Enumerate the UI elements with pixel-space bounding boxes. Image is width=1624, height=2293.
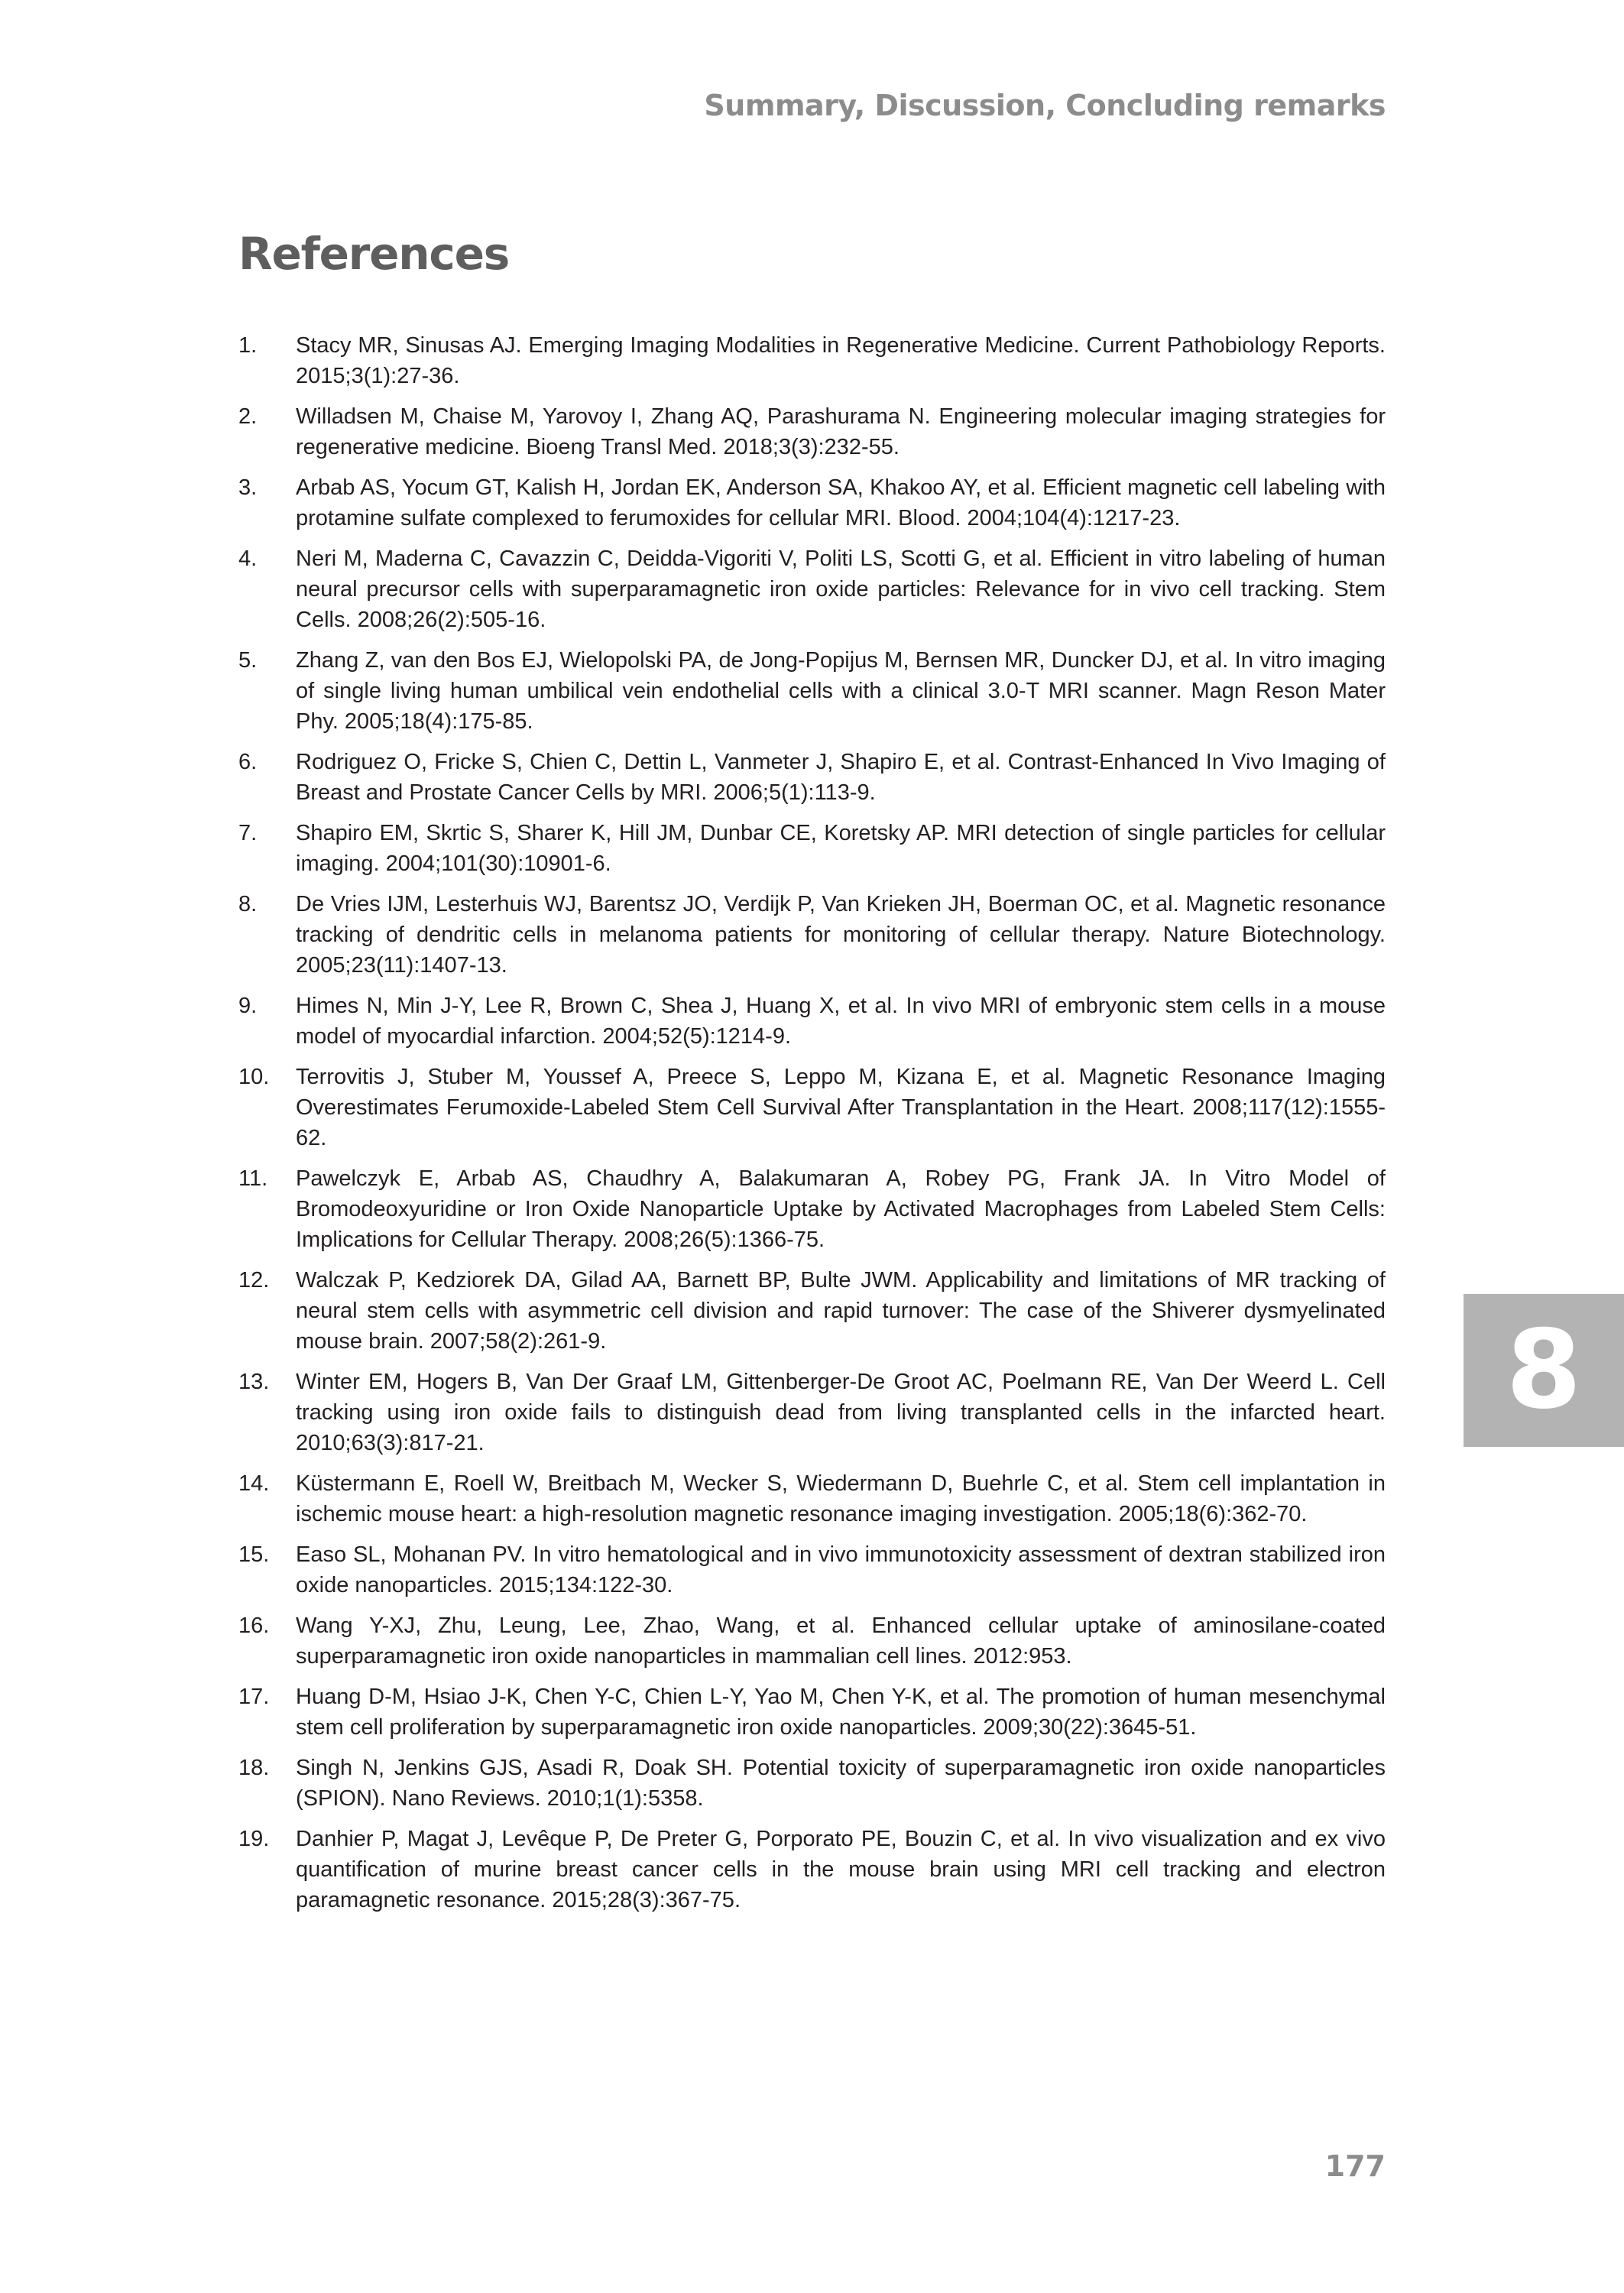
- reference-number: 2.: [238, 404, 258, 429]
- reference-text: Easo SL, Mohanan PV. In vitro hematological and in vivo immunotoxicity assessment of dextran stabilized iron oxide nanoparticles. 2015;134:122-30.: [296, 1542, 1386, 1597]
- reference-text: Shapiro EM, Skrtic S, Sharer K, Hill JM, Dunbar CE, Koretsky AP. MRI detection of single particles for cellular imaging. 2004;101(30):10901-6.: [296, 821, 1386, 876]
- reference-item: [238, 991, 1386, 1052]
- reference-number: 11.: [238, 1166, 268, 1191]
- reference-number: 12.: [238, 1268, 270, 1292]
- page-number: 177: [1324, 2149, 1386, 2183]
- reference-text: Terrovitis J, Stuber M, Youssef A, Preece S, Leppo M, Kizana E, et al. Magnetic Resonance Imaging Overestimates Ferumoxide-Labeled Stem Cell Survival After Transplantation in the Heart. 2008;117(12):1555-62.: [296, 1065, 1386, 1150]
- reference-number: 8.: [238, 892, 258, 916]
- reference-number: 16.: [238, 1614, 270, 1638]
- reference-item: [238, 889, 1386, 981]
- reference-text: Walczak P, Kedziorek DA, Gilad AA, Barnett BP, Bulte JWM. Applicability and limitations of MR tracking of neural stem cells with asymmetric cell division and rapid turnover: The case of the Shiverer dysmyelinated mouse brain. 2007;58(2):261-9.: [296, 1268, 1386, 1354]
- reference-text: Himes N, Min J-Y, Lee R, Brown C, Shea J, Huang X, et al. In vivo MRI of embryonic stem cells in a mouse model of myocardial infarction. 2004;52(5):1214-9.: [296, 994, 1386, 1049]
- reference-item: [238, 1265, 1386, 1357]
- reference-item: [238, 1062, 1386, 1153]
- reference-text: Huang D-M, Hsiao J-K, Chen Y-C, Chien L-Y, Yao M, Chen Y-K, et al. The promotion of human mesenchymal stem cell proliferation by superparamagnetic iron oxide nanoparticles. 2009;30(22):3645-51.: [296, 1685, 1386, 1740]
- reference-number: 15.: [238, 1542, 270, 1567]
- reference-text: Arbab AS, Yocum GT, Kalish H, Jordan EK, Anderson SA, Khakoo AY, et al. Efficient magnetic cell labeling with protamine sulfate complexed to ferumoxides for cellular MRI. Blood. 2004;104(4):1217-23.: [296, 475, 1386, 530]
- reference-number: 13.: [238, 1370, 270, 1394]
- reference-text: Willadsen M, Chaise M, Yarovoy I, Zhang AQ, Parashurama N. Engineering molecular imaging strategies for regenerative medicine. Bioeng Transl Med. 2018;3(3):232-55.: [296, 404, 1386, 459]
- reference-item: [238, 330, 1386, 391]
- reference-item: [238, 1824, 1386, 1915]
- reference-number: 10.: [238, 1065, 270, 1089]
- reference-list: [238, 330, 1386, 1925]
- reference-number: 9.: [238, 994, 258, 1018]
- reference-text: Singh N, Jenkins GJS, Asadi R, Doak SH. Potential toxicity of superparamagnetic iron oxide nanoparticles (SPION). Nano Reviews. 2010;1(1):5358.: [296, 1756, 1386, 1811]
- reference-number: 3.: [238, 475, 258, 500]
- reference-item: [238, 1468, 1386, 1529]
- reference-number: 7.: [238, 821, 258, 845]
- reference-number: 18.: [238, 1756, 270, 1780]
- reference-text: Rodriguez O, Fricke S, Chien C, Dettin L, Vanmeter J, Shapiro E, et al. Contrast-Enhanced In Vivo Imaging of Breast and Prostate Cancer Cells by MRI. 2006;5(1):113-9.: [296, 750, 1386, 805]
- reference-item: [238, 1610, 1386, 1672]
- reference-item: [238, 1367, 1386, 1458]
- running-header: Summary, Discussion, Concluding remarks: [704, 89, 1386, 122]
- reference-number: 4.: [238, 546, 258, 571]
- reference-number: 14.: [238, 1471, 270, 1496]
- reference-number: 1.: [238, 333, 258, 358]
- reference-item: [238, 1163, 1386, 1255]
- reference-item: [238, 747, 1386, 808]
- reference-text: Pawelczyk E, Arbab AS, Chaudhry A, Balakumaran A, Robey PG, Frank JA. In Vitro Model of Bromodeoxyuridine or Iron Oxide Nanoparticle Uptake by Activated Macrophages from Labeled Stem Cells: Implications for Cellular Therapy. 2008;26(5):1366-75.: [296, 1166, 1386, 1252]
- reference-text: Neri M, Maderna C, Cavazzin C, Deidda-Vigoriti V, Politi LS, Scotti G, et al. Efficient in vitro labeling of human neural precursor cells with superparamagnetic iron oxide particles: Relevance for in vivo cell tracking. Stem Cells. 2008;26(2):505-16.: [296, 546, 1386, 632]
- reference-number: 17.: [238, 1685, 270, 1709]
- reference-item: [238, 472, 1386, 534]
- reference-item: [238, 818, 1386, 879]
- reference-number: 19.: [238, 1827, 270, 1851]
- reference-item: [238, 401, 1386, 462]
- chapter-number: 8: [1506, 1307, 1582, 1433]
- reference-text: Danhier P, Magat J, Levêque P, De Preter G, Porporato PE, Bouzin C, et al. In vivo visualization and ex vivo quantification of murine breast cancer cells in the mouse brain using MRI cell tracking and electron paramagnetic resonance. 2015;28(3):367-75.: [296, 1827, 1386, 1912]
- reference-item: [238, 543, 1386, 635]
- reference-item: [238, 1682, 1386, 1743]
- reference-item: [238, 1753, 1386, 1814]
- reference-text: Wang Y-XJ, Zhu, Leung, Lee, Zhao, Wang, et al. Enhanced cellular uptake of aminosilane-coated superparamagnetic iron oxide nanoparticles in mammalian cell lines. 2012:953.: [296, 1614, 1386, 1669]
- reference-text: Küstermann E, Roell W, Breitbach M, Wecker S, Wiedermann D, Buehrle C, et al. Stem cell implantation in ischemic mouse heart: a high-resolution magnetic resonance imaging investigation. 2005;18(6):362-70.: [296, 1471, 1386, 1526]
- reference-text: Zhang Z, van den Bos EJ, Wielopolski PA, de Jong-Popijus M, Bernsen MR, Duncker DJ, et al. In vitro imaging of single living human umbilical vein endothelial cells with a clinical 3.0-T MRI scanner. Magn Reson Mater Phy. 2005;18(4):175-85.: [296, 648, 1386, 734]
- reference-text: Winter EM, Hogers B, Van Der Graaf LM, Gittenberger-De Groot AC, Poelmann RE, Van Der Weerd L. Cell tracking using iron oxide fails to distinguish dead from living transplanted cells in the infarcted heart. 2010;63(3):817-21.: [296, 1370, 1386, 1455]
- reference-text: De Vries IJM, Lesterhuis WJ, Barentsz JO, Verdijk P, Van Krieken JH, Boerman OC, et al. Magnetic resonance tracking of dendritic cells in melanoma patients for monitoring of cellular therapy. Nature Biotechnology. 2005;23(11):1407-13.: [296, 892, 1386, 978]
- reference-number: 6.: [238, 750, 258, 774]
- reference-number: 5.: [238, 648, 258, 673]
- chapter-tab: [1464, 1294, 1624, 1447]
- reference-item: [238, 1539, 1386, 1601]
- page-title: References: [238, 228, 510, 280]
- reference-text: Stacy MR, Sinusas AJ. Emerging Imaging Modalities in Regenerative Medicine. Current Pathobiology Reports. 2015;3(1):27-36.: [296, 333, 1386, 388]
- reference-item: [238, 645, 1386, 737]
